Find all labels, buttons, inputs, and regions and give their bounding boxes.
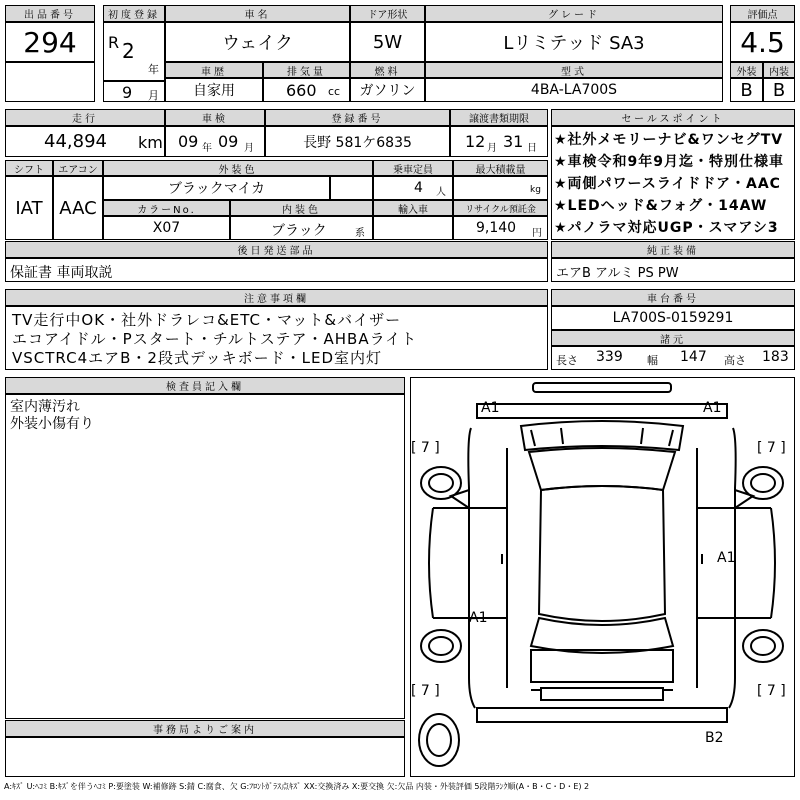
mark-tire-fl: [ 7 ] [411, 440, 440, 456]
recycle-box [453, 216, 548, 240]
mark-left-side: A1 [469, 610, 488, 626]
inspector-line: 外装小傷有り [10, 416, 94, 432]
sales-point: ★社外メモリーナビ&ワンセグTV [554, 132, 784, 148]
import-label: 輸入車 [373, 200, 453, 216]
mark-tire-rr: [ 7 ] [757, 683, 786, 699]
score: 4.5 [730, 22, 795, 62]
car-diagram [410, 377, 795, 777]
model-label: 型式 [425, 62, 723, 78]
int-color-box [230, 216, 373, 240]
later-parts-label: 後日発送部品 [5, 241, 548, 258]
mark-rear: B2 [705, 730, 724, 746]
grade: Lリミテッド SA3 [425, 22, 723, 62]
history-label: 車歴 [165, 62, 263, 78]
ext-grade: B [730, 78, 763, 102]
model: 4BA-LA700S [425, 78, 723, 102]
height: 183 [762, 349, 789, 365]
first-reg-label: 初度登録 [103, 5, 165, 22]
displacement-box [263, 78, 350, 102]
genuine-box [551, 258, 795, 282]
inspector-label: 検査員記入欄 [5, 377, 405, 394]
later-parts-box [5, 258, 548, 282]
chassis-number: LA700S-0159291 [551, 306, 795, 330]
length: 339 [596, 349, 623, 365]
mark-tire-rl: [ 7 ] [411, 683, 440, 699]
max-load-label: 最大積載量 [453, 160, 548, 176]
length-label: 長さ [556, 354, 578, 367]
capacity-box [373, 176, 453, 200]
notes-label: 注意事項欄 [5, 289, 548, 306]
insp-year: 09 [178, 132, 199, 151]
reg-year: 2 [122, 39, 135, 63]
dims-label: 諸元 [551, 330, 795, 346]
era: R [108, 33, 120, 52]
inspection-label: 車検 [165, 109, 265, 126]
sales-points-box [551, 126, 795, 240]
max-load-unit: kg [530, 185, 541, 195]
note-line: VSCTRC4エアB・2段式デッキボード・LED室内灯 [12, 349, 383, 367]
reg-year-unit: 年 [148, 63, 159, 76]
sales-point: ★両側パワースライドドア・AAC [554, 176, 781, 192]
ext-grade-label: 外装 [730, 62, 763, 78]
ext-color: ブラックマイカ [103, 176, 330, 200]
mileage-box [5, 126, 165, 157]
width-label: 幅 [647, 354, 658, 367]
mileage: 44,894 [44, 131, 107, 152]
car-outline [411, 378, 794, 776]
lot-blank [5, 62, 95, 102]
grade-label: グレード [425, 5, 723, 22]
int-grade-label: 内装 [763, 62, 795, 78]
plate-label: 登録番号 [265, 109, 450, 126]
reg-month-unit: 月 [148, 89, 159, 102]
inspector-line: 室内薄汚れ [10, 399, 80, 415]
ac: AAC [53, 176, 103, 240]
mileage-unit: km [138, 133, 163, 152]
mark-tire-fr: [ 7 ] [757, 440, 786, 456]
insp-year-unit: 年 [202, 143, 212, 154]
ext-color-blank [330, 176, 373, 200]
displacement-unit: cc [328, 85, 341, 98]
transfer-box [450, 126, 548, 157]
history: 自家用 [165, 78, 263, 102]
sales-point: ★LEDヘッド&フォグ・14AW [554, 198, 768, 214]
transfer-month: 12 [465, 132, 486, 151]
mileage-label: 走行 [5, 109, 165, 126]
displacement-label: 排気量 [263, 62, 350, 78]
import-value [373, 216, 453, 240]
note-line: エコアイドル・Pスタート・チルトステア・AHBAライト [12, 330, 418, 348]
lot-label: 出品番号 [5, 5, 95, 22]
score-label: 評価点 [730, 5, 795, 22]
transfer-month-unit: 月 [487, 143, 497, 154]
recycle-unit: 円 [532, 228, 542, 239]
int-grade: B [763, 78, 795, 102]
fuel-label: 燃料 [350, 62, 425, 78]
int-color: ブラック [271, 223, 327, 239]
int-color-label: 内装色 [230, 200, 373, 216]
sales-point: ★パノラマ対応UGP・スマアシ3 [554, 220, 779, 236]
ext-color-label: 外装色 [103, 160, 373, 176]
door-label: ドア形状 [350, 5, 425, 22]
width: 147 [680, 349, 707, 365]
shift-label: シフト [5, 160, 53, 176]
fuel: ガソリン [350, 78, 425, 102]
note-line: TV走行中OK・社外ドラレコ&ETC・マット&バイザー [12, 311, 402, 329]
first-reg-box [103, 22, 165, 81]
lot-number: 294 [5, 22, 95, 62]
color-no-label: カラーNo. [103, 200, 230, 216]
height-label: 高さ [724, 354, 746, 367]
office-label: 事務局よりご案内 [5, 720, 405, 737]
reg-month: 9 [122, 83, 133, 102]
inspection-box [165, 126, 265, 157]
capacity-label: 乗車定員 [373, 160, 453, 176]
transfer-day-unit: 日 [527, 143, 537, 154]
genuine-equipment: エアB アルミ PS PW [556, 266, 679, 281]
mark-right-side: A1 [717, 550, 736, 566]
first-reg-month-box [103, 81, 165, 102]
recycle: 9,140 [476, 220, 517, 236]
mark-front-left: A1 [481, 400, 500, 416]
mark-front-right: A1 [703, 400, 722, 416]
displacement: 660 [286, 81, 317, 100]
transfer-label: 譲渡書類期限 [450, 109, 548, 126]
dims-box [551, 346, 795, 370]
car-name-label: 車名 [165, 5, 350, 22]
office-box [5, 737, 405, 777]
sales-points-label: セールスポイント [551, 109, 795, 126]
color-no: X07 [103, 216, 230, 240]
notes-box [5, 306, 548, 370]
door-type: 5W [350, 22, 425, 62]
capacity-unit: 人 [436, 187, 446, 198]
capacity: 4 [414, 180, 423, 196]
car-name: ウェイク [165, 22, 350, 62]
shift: IAT [5, 176, 53, 240]
plate: 長野 581ケ6835 [265, 126, 450, 157]
int-color-suffix: 系 [355, 228, 365, 239]
later-parts: 保証書 車両取説 [10, 265, 113, 281]
ac-label: エアコン [53, 160, 103, 176]
insp-month-unit: 月 [244, 143, 254, 154]
sales-point: ★車検令和9年9月迄・特別仕様車 [554, 154, 785, 170]
recycle-label: リサイクル預託金 [453, 200, 548, 216]
max-load-box [453, 176, 548, 200]
transfer-day: 31 [503, 132, 524, 151]
legend: A:ｷｽﾞ U:ﾍｺﾐ B:ｷｽﾞを伴うﾍｺﾐ P:要塗装 W:補修跡 S:錆 C:腐食、欠 G:ﾌﾛﾝﾄｶﾞﾗｽ点ｷｽﾞ XX:交換済み X:要交換 欠:欠品 内装・外装評価 5段階ﾗﾝｸ順(A・B・C・D・E) 2 [4, 782, 590, 791]
genuine-label: 純正装備 [551, 241, 795, 258]
insp-month: 09 [218, 132, 239, 151]
chassis-label: 車台番号 [551, 289, 795, 306]
inspector-box [5, 394, 405, 719]
